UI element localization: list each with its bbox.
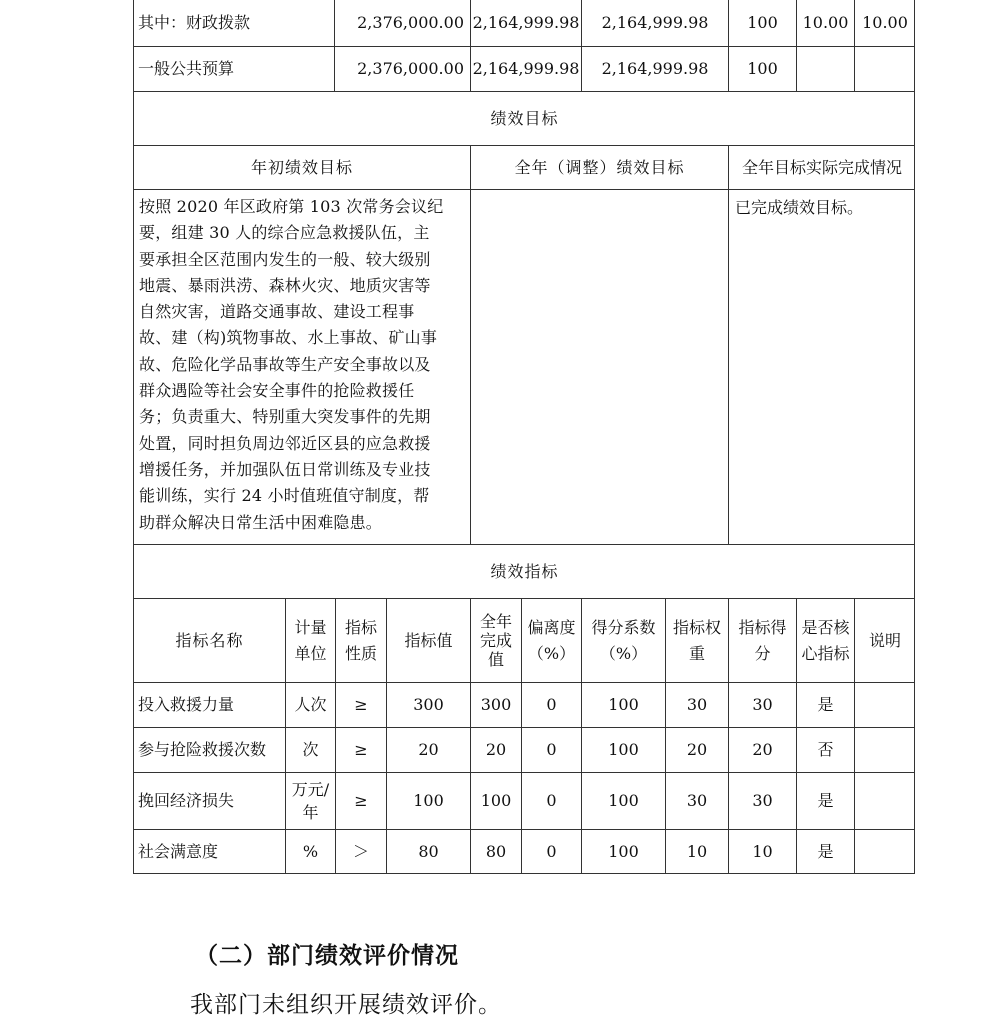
indicator-unit: 万元/ 年 bbox=[285, 772, 335, 829]
indicator-header-note: 说明 bbox=[854, 598, 915, 682]
indicator-header-unit: 计量 单位 bbox=[285, 598, 335, 682]
budget-annual: 2,376,000.00 bbox=[334, 46, 470, 91]
goals-adjusted-text bbox=[470, 189, 728, 544]
indicator-coefficient: 100 bbox=[581, 772, 665, 829]
indicator-unit: % bbox=[285, 829, 335, 874]
indicator-unit: 次 bbox=[285, 727, 335, 772]
budget-row-name: 其中：财政拨款 bbox=[133, 0, 334, 46]
budget-exec-rate: 100 bbox=[728, 0, 796, 46]
budget-executed: 2,164,999.98 bbox=[581, 0, 728, 46]
budget-weight: 10.00 bbox=[796, 0, 854, 46]
indicator-deviation: 0 bbox=[521, 727, 581, 772]
indicator-header-target: 指标值 bbox=[386, 598, 470, 682]
indicator-target: 300 bbox=[386, 682, 470, 727]
indicator-actual: 300 bbox=[470, 682, 521, 727]
indicator-coefficient: 100 bbox=[581, 682, 665, 727]
indicators-section-label: 绩效指标 bbox=[133, 544, 915, 598]
indicator-nature: ≥ bbox=[335, 727, 386, 772]
goals-initial-line: 能训练，实行 24 小时值班值守制度，帮 bbox=[139, 486, 430, 506]
goals-initial-line: 要，组建 30 人的综合应急救援队伍，主 bbox=[139, 223, 430, 243]
goals-section-label: 绩效目标 bbox=[133, 91, 915, 145]
indicator-core: 是 bbox=[796, 682, 854, 727]
goals-actual-text: 已完成绩效目标。 bbox=[728, 189, 915, 544]
goals-initial-line: 助群众解决日常生活中困难隐患。 bbox=[139, 512, 383, 532]
indicator-deviation: 0 bbox=[521, 829, 581, 874]
indicator-note bbox=[854, 772, 915, 829]
goals-initial-line: 自然灾害，道路交通事故、建设工程事 bbox=[139, 302, 415, 322]
indicator-name: 参与抢险救援次数 bbox=[133, 727, 285, 772]
indicator-deviation: 0 bbox=[521, 682, 581, 727]
budget-weight bbox=[796, 46, 854, 91]
indicator-deviation: 0 bbox=[521, 772, 581, 829]
indicator-note bbox=[854, 829, 915, 874]
goals-initial-line: 处置，同时担负周边邻近区县的应急救援 bbox=[139, 433, 431, 453]
indicator-name: 挽回经济损失 bbox=[133, 772, 285, 829]
section-heading: （二）部门绩效评价情况 bbox=[195, 942, 459, 969]
indicator-nature: ＞ bbox=[335, 829, 386, 874]
indicator-nature: ≥ bbox=[335, 682, 386, 727]
indicator-coefficient: 100 bbox=[581, 727, 665, 772]
goals-initial-text bbox=[133, 189, 470, 544]
budget-annual: 2,376,000.00 bbox=[334, 0, 470, 46]
goals-initial-line: 群众遇险等社会安全事件的抢险救援任 bbox=[139, 381, 415, 401]
goals-initial-line: 增援任务，并加强队伍日常训练及专业技 bbox=[139, 459, 431, 479]
indicator-score: 20 bbox=[728, 727, 796, 772]
goals-initial-line: 故、建（构)筑物事故、水上事故、矿山事 bbox=[139, 328, 438, 348]
indicator-header-name: 指标名称 bbox=[133, 598, 285, 682]
goals-initial-line: 地震、暴雨洪涝、森林火灾、地质灾害等 bbox=[139, 275, 431, 295]
goals-header-adjusted: 全年（调整）绩效目标 bbox=[470, 145, 728, 189]
indicator-weight: 10 bbox=[665, 829, 728, 874]
indicator-note bbox=[854, 727, 915, 772]
indicator-target: 20 bbox=[386, 727, 470, 772]
section-body-text: 我部门未组织开展绩效评价。 bbox=[190, 992, 502, 1018]
indicator-note bbox=[854, 682, 915, 727]
indicator-actual: 80 bbox=[470, 829, 521, 874]
indicator-header-deviation: 偏离度 （%） bbox=[521, 598, 581, 682]
indicator-header-core: 是否核 心指标 bbox=[796, 598, 854, 682]
goals-initial-line: 故、危险化学品事故等生产安全事故以及 bbox=[139, 354, 431, 374]
indicator-core: 是 bbox=[796, 772, 854, 829]
indicator-score: 10 bbox=[728, 829, 796, 874]
goals-header-actual: 全年目标实际完成情况 bbox=[728, 145, 915, 189]
indicator-actual: 20 bbox=[470, 727, 521, 772]
budget-score: 10.00 bbox=[854, 0, 915, 46]
goals-initial-line: 要承担全区范围内发生的一般、较大级别 bbox=[139, 249, 431, 269]
indicator-target: 80 bbox=[386, 829, 470, 874]
budget-score bbox=[854, 46, 915, 91]
indicator-coefficient: 100 bbox=[581, 829, 665, 874]
budget-exec-rate: 100 bbox=[728, 46, 796, 91]
indicator-header-weight: 指标权 重 bbox=[665, 598, 728, 682]
indicator-header-nature: 指标 性质 bbox=[335, 598, 386, 682]
indicator-score: 30 bbox=[728, 682, 796, 727]
goals-header-initial: 年初绩效目标 bbox=[133, 145, 470, 189]
indicator-weight: 30 bbox=[665, 772, 728, 829]
indicator-name: 社会满意度 bbox=[133, 829, 285, 874]
indicator-weight: 30 bbox=[665, 682, 728, 727]
budget-full-year: 2,164,999.98 bbox=[470, 0, 581, 46]
indicator-target: 100 bbox=[386, 772, 470, 829]
goals-initial-line: 按照 2020 年区政府第 103 次常务会议纪 bbox=[139, 197, 444, 216]
indicator-weight: 20 bbox=[665, 727, 728, 772]
indicator-nature: ≥ bbox=[335, 772, 386, 829]
indicator-header-score: 指标得 分 bbox=[728, 598, 796, 682]
goals-initial-line: 务；负责重大、特别重大突发事件的先期 bbox=[139, 407, 431, 427]
indicator-header-actual: 全年 完成 值 bbox=[470, 598, 521, 682]
indicator-unit: 人次 bbox=[285, 682, 335, 727]
indicator-score: 30 bbox=[728, 772, 796, 829]
indicator-name: 投入救援力量 bbox=[133, 682, 285, 727]
budget-full-year: 2,164,999.98 bbox=[470, 46, 581, 91]
budget-executed: 2,164,999.98 bbox=[581, 46, 728, 91]
indicator-actual: 100 bbox=[470, 772, 521, 829]
indicator-core: 是 bbox=[796, 829, 854, 874]
indicator-header-coefficient: 得分系数 （%） bbox=[581, 598, 665, 682]
indicator-core: 否 bbox=[796, 727, 854, 772]
budget-row-name: 一般公共预算 bbox=[133, 46, 334, 91]
